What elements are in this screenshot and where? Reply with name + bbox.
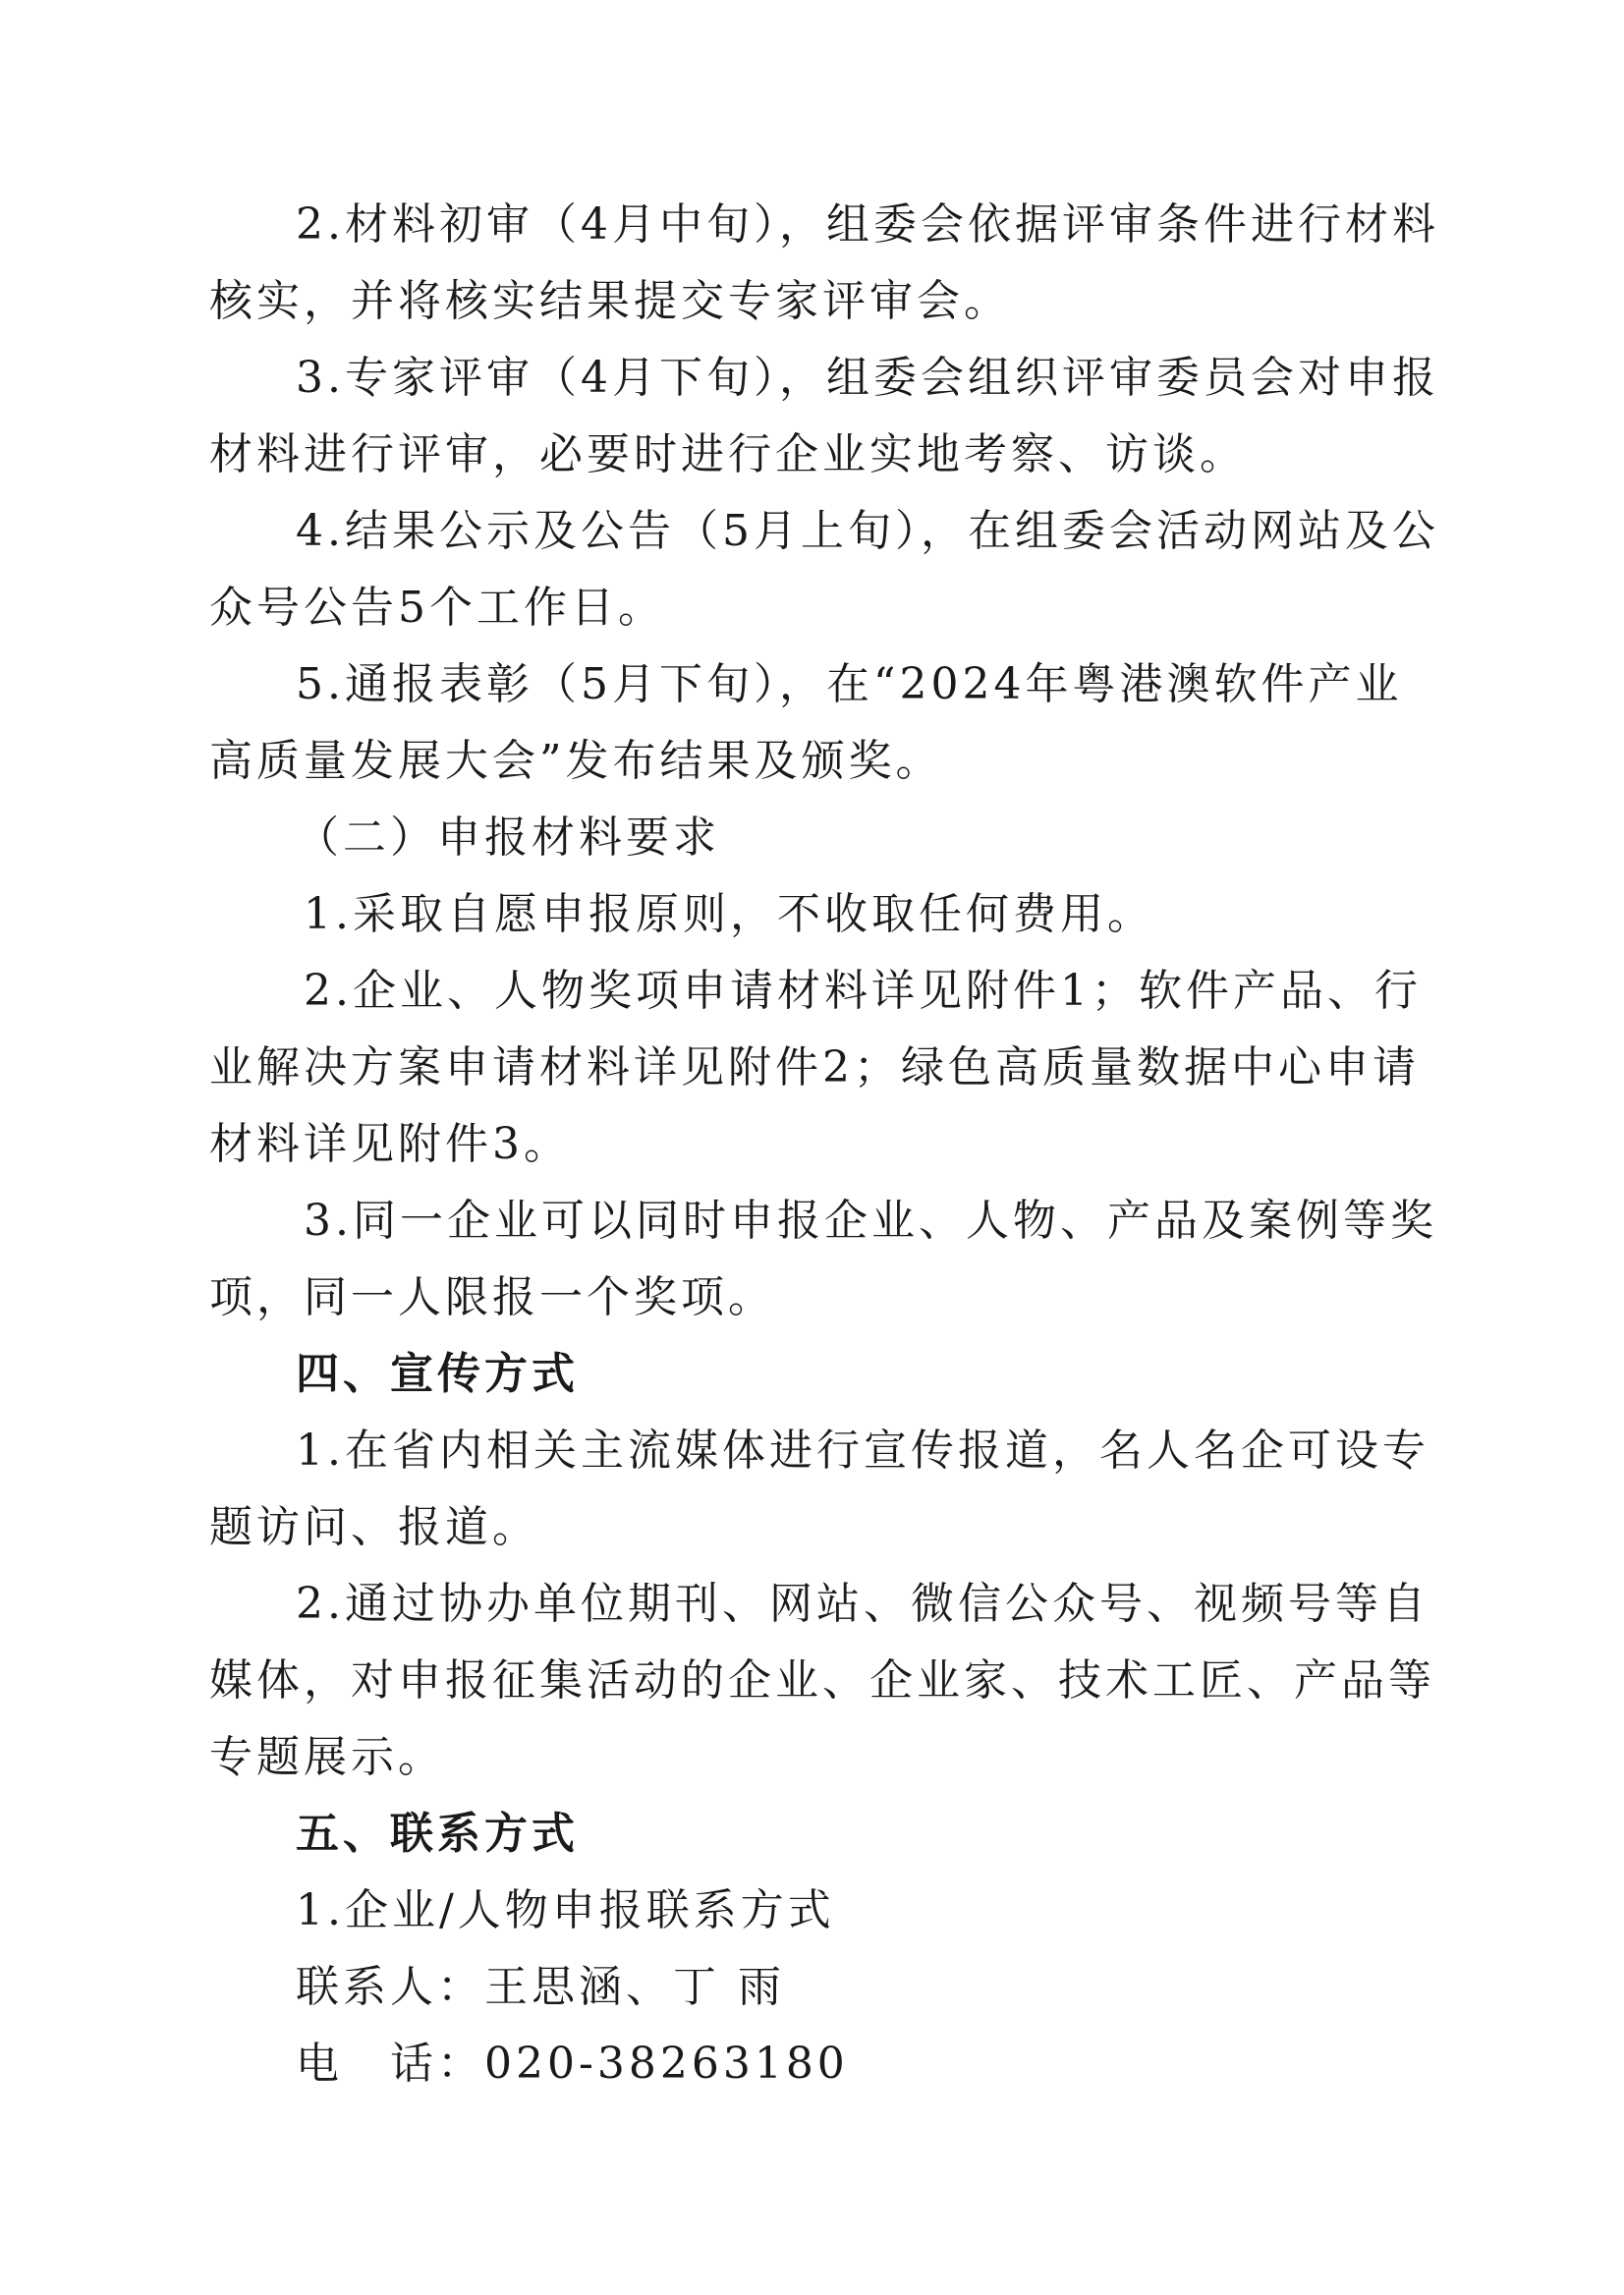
publicity-self-media: 2.通过协办单位期刊、网站、微信公众号、视频号等自媒体，对申报征集活动的企业、企业家、技术工匠、产品等专题展示。: [209, 1579, 1435, 1782]
contact-person: 联系人：王思涵、丁 雨: [296, 1962, 785, 2012]
paragraph-result-announcement: 4.结果公示及公告（5月上旬），在组委会活动网站及公众号公告5个工作日。: [209, 506, 1439, 633]
requirement-attachments: 2.企业、人物奖项申请材料详见附件1；软件产品、行业解决方案申请材料详见附件2；绿色高质量数据中心申请材料详见附件3。: [209, 966, 1422, 1169]
requirement-voluntary: 1.采取自愿申报原则，不收取任何费用。: [304, 889, 1154, 939]
subheading-material-requirements: （二）申报材料要求: [296, 812, 720, 863]
requirement-same-enterprise: 3.同一企业可以同时申报企业、人物、产品及案例等奖项，同一人限报一个奖项。: [209, 1196, 1437, 1322]
contact-category: 1.企业/人物申报联系方式: [296, 1885, 835, 1935]
heading-publicity: 四、宣传方式: [296, 1349, 579, 1399]
heading-contact: 五、联系方式: [296, 1809, 579, 1859]
paragraph-commendation: 5.通报表彰（5月下旬），在“2024年粤港澳软件产业高质量发展大会”发布结果及颁奖。: [209, 659, 1403, 786]
paragraph-material-review: 2.材料初审（4月中旬），组委会依据评审条件进行材料核实，并将核实结果提交专家评审会。: [209, 199, 1439, 326]
publicity-media: 1.在省内相关主流媒体进行宣传报道，名人名企可设专题访问、报道。: [209, 1426, 1429, 1552]
document-page: [209, 187, 1449, 2102]
contact-phone: 电 话：020-38263180: [296, 2039, 849, 2089]
paragraph-expert-review: 3.专家评审（4月下旬），组委会组织评审委员会对申报材料进行评审，必要时进行企业实地考察、访谈。: [209, 353, 1439, 479]
